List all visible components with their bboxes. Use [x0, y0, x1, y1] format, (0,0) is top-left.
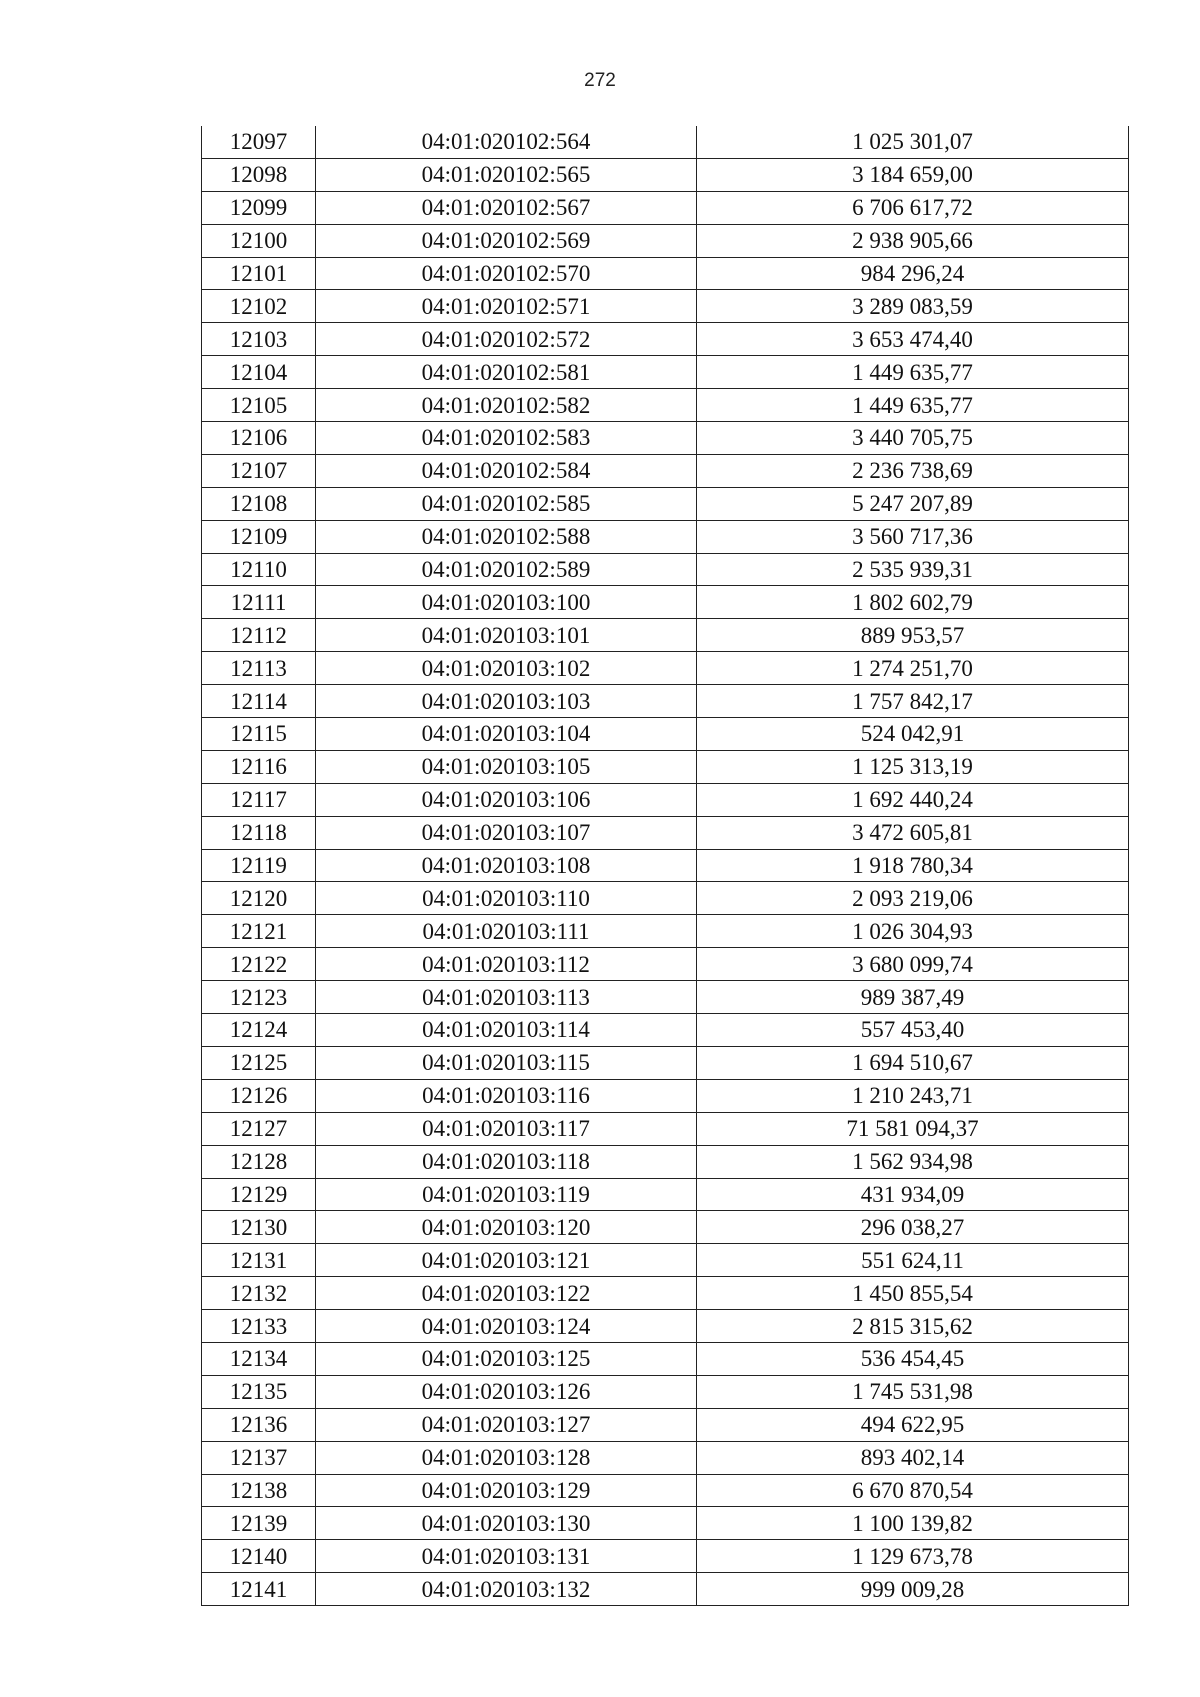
value-cell: 6 670 870,54	[697, 1474, 1129, 1507]
value-cell: 1 694 510,67	[697, 1046, 1129, 1079]
value-cell: 536 454,45	[697, 1342, 1129, 1375]
value-cell: 6 706 617,72	[697, 191, 1129, 224]
cadastral-number-cell: 04:01:020102:572	[316, 323, 697, 356]
row-number-cell: 12127	[202, 1112, 316, 1145]
row-number-cell: 12113	[202, 652, 316, 685]
cadastral-number-cell: 04:01:020102:571	[316, 290, 697, 323]
value-cell: 494 622,95	[697, 1408, 1129, 1441]
table-row	[202, 1277, 1129, 1310]
table-row	[202, 685, 1129, 718]
value-cell: 557 453,40	[697, 1014, 1129, 1047]
row-number-cell: 12136	[202, 1408, 316, 1441]
row-number-cell: 12137	[202, 1441, 316, 1474]
table-row	[202, 454, 1129, 487]
table-row	[202, 1014, 1129, 1047]
table-row	[202, 1573, 1129, 1606]
cadastral-number-cell: 04:01:020103:106	[316, 783, 697, 816]
table-row	[202, 1112, 1129, 1145]
table-row	[202, 1342, 1129, 1375]
value-cell: 2 093 219,06	[697, 882, 1129, 915]
cadastral-number-cell: 04:01:020103:108	[316, 849, 697, 882]
row-number-cell: 12105	[202, 389, 316, 422]
table-row	[202, 257, 1129, 290]
cadastral-number-cell: 04:01:020103:121	[316, 1244, 697, 1277]
cadastral-number-cell: 04:01:020103:120	[316, 1211, 697, 1244]
value-cell: 551 624,11	[697, 1244, 1129, 1277]
row-number-cell: 12101	[202, 257, 316, 290]
table-row	[202, 882, 1129, 915]
value-cell: 2 815 315,62	[697, 1310, 1129, 1343]
cadastral-number-cell: 04:01:020103:116	[316, 1079, 697, 1112]
table-row	[202, 1375, 1129, 1408]
table-row	[202, 126, 1129, 158]
cadastral-number-cell: 04:01:020103:111	[316, 915, 697, 948]
row-number-cell: 12106	[202, 422, 316, 455]
table-row	[202, 356, 1129, 389]
table-row	[202, 158, 1129, 191]
value-cell: 524 042,91	[697, 718, 1129, 751]
table-row	[202, 1507, 1129, 1540]
table-row	[202, 520, 1129, 553]
cadastral-number-cell: 04:01:020103:103	[316, 685, 697, 718]
table-row	[202, 323, 1129, 356]
cadastral-number-cell: 04:01:020103:114	[316, 1014, 697, 1047]
row-number-cell: 12140	[202, 1540, 316, 1573]
cadastral-number-cell: 04:01:020103:117	[316, 1112, 697, 1145]
table-row	[202, 1441, 1129, 1474]
row-number-cell: 12141	[202, 1573, 316, 1606]
cadastral-number-cell: 04:01:020103:125	[316, 1342, 697, 1375]
value-cell: 3 440 705,75	[697, 422, 1129, 455]
cadastral-number-cell: 04:01:020102:565	[316, 158, 697, 191]
table-row	[202, 1145, 1129, 1178]
row-number-cell: 12132	[202, 1277, 316, 1310]
table-row	[202, 1474, 1129, 1507]
cadastral-number-cell: 04:01:020102:570	[316, 257, 697, 290]
value-cell: 3 289 083,59	[697, 290, 1129, 323]
cadastral-number-cell: 04:01:020103:110	[316, 882, 697, 915]
cadastral-number-cell: 04:01:020102:589	[316, 553, 697, 586]
table-body	[202, 126, 1129, 1606]
cadastral-number-cell: 04:01:020103:105	[316, 750, 697, 783]
cadastral-number-cell: 04:01:020103:129	[316, 1474, 697, 1507]
value-cell: 889 953,57	[697, 619, 1129, 652]
table-row	[202, 948, 1129, 981]
table-row	[202, 915, 1129, 948]
table-row	[202, 750, 1129, 783]
row-number-cell: 12121	[202, 915, 316, 948]
table-row	[202, 487, 1129, 520]
row-number-cell: 12120	[202, 882, 316, 915]
value-cell: 984 296,24	[697, 257, 1129, 290]
table-row	[202, 783, 1129, 816]
row-number-cell: 12135	[202, 1375, 316, 1408]
row-number-cell: 12115	[202, 718, 316, 751]
cadastral-number-cell: 04:01:020103:126	[316, 1375, 697, 1408]
value-cell: 296 038,27	[697, 1211, 1129, 1244]
row-number-cell: 12102	[202, 290, 316, 323]
row-number-cell: 12107	[202, 454, 316, 487]
value-cell: 5 247 207,89	[697, 487, 1129, 520]
cadastral-number-cell: 04:01:020103:102	[316, 652, 697, 685]
value-cell: 3 184 659,00	[697, 158, 1129, 191]
row-number-cell: 12129	[202, 1178, 316, 1211]
row-number-cell: 12103	[202, 323, 316, 356]
table-row	[202, 224, 1129, 257]
row-number-cell: 12118	[202, 816, 316, 849]
cadastral-number-cell: 04:01:020102:584	[316, 454, 697, 487]
value-cell: 3 560 717,36	[697, 520, 1129, 553]
cadastral-number-cell: 04:01:020103:124	[316, 1310, 697, 1343]
value-cell: 999 009,28	[697, 1573, 1129, 1606]
table-row	[202, 389, 1129, 422]
value-cell: 1 918 780,34	[697, 849, 1129, 882]
row-number-cell: 12099	[202, 191, 316, 224]
value-cell: 1 757 842,17	[697, 685, 1129, 718]
table-row	[202, 1178, 1129, 1211]
value-cell: 3 653 474,40	[697, 323, 1129, 356]
row-number-cell: 12124	[202, 1014, 316, 1047]
value-cell: 3 680 099,74	[697, 948, 1129, 981]
cadastral-number-cell: 04:01:020103:122	[316, 1277, 697, 1310]
cadastral-number-cell: 04:01:020103:130	[316, 1507, 697, 1540]
value-cell: 1 449 635,77	[697, 356, 1129, 389]
cadastral-number-cell: 04:01:020103:128	[316, 1441, 697, 1474]
document-table-container	[201, 126, 1128, 1606]
value-cell: 1 025 301,07	[697, 126, 1129, 158]
table-row	[202, 290, 1129, 323]
value-cell: 1 449 635,77	[697, 389, 1129, 422]
table-row	[202, 586, 1129, 619]
cadastral-number-cell: 04:01:020103:127	[316, 1408, 697, 1441]
row-number-cell: 12109	[202, 520, 316, 553]
table-row	[202, 849, 1129, 882]
table-row	[202, 1408, 1129, 1441]
value-cell: 2 938 905,66	[697, 224, 1129, 257]
row-number-cell: 12114	[202, 685, 316, 718]
row-number-cell: 12131	[202, 1244, 316, 1277]
row-number-cell: 12119	[202, 849, 316, 882]
row-number-cell: 12128	[202, 1145, 316, 1178]
table-row	[202, 1244, 1129, 1277]
cadastral-number-cell: 04:01:020102:583	[316, 422, 697, 455]
value-cell: 893 402,14	[697, 1441, 1129, 1474]
row-number-cell: 12122	[202, 948, 316, 981]
table-row	[202, 1211, 1129, 1244]
cadastral-number-cell: 04:01:020102:588	[316, 520, 697, 553]
value-cell: 1 802 602,79	[697, 586, 1129, 619]
value-cell: 1 745 531,98	[697, 1375, 1129, 1408]
cadastral-number-cell: 04:01:020102:569	[316, 224, 697, 257]
cadastral-number-cell: 04:01:020103:112	[316, 948, 697, 981]
table-row	[202, 652, 1129, 685]
row-number-cell: 12116	[202, 750, 316, 783]
value-cell: 1 026 304,93	[697, 915, 1129, 948]
value-cell: 1 125 313,19	[697, 750, 1129, 783]
row-number-cell: 12117	[202, 783, 316, 816]
page-number: 272	[584, 70, 616, 91]
table-row	[202, 1540, 1129, 1573]
cadastral-number-cell: 04:01:020103:107	[316, 816, 697, 849]
row-number-cell: 12112	[202, 619, 316, 652]
value-cell: 1 129 673,78	[697, 1540, 1129, 1573]
table-row	[202, 553, 1129, 586]
value-cell: 1 100 139,82	[697, 1507, 1129, 1540]
row-number-cell: 12138	[202, 1474, 316, 1507]
table-row	[202, 816, 1129, 849]
table-row	[202, 619, 1129, 652]
cadastral-number-cell: 04:01:020102:581	[316, 356, 697, 389]
row-number-cell: 12134	[202, 1342, 316, 1375]
value-cell: 989 387,49	[697, 981, 1129, 1014]
row-number-cell: 12139	[202, 1507, 316, 1540]
row-number-cell: 12123	[202, 981, 316, 1014]
cadastral-value-table	[201, 126, 1129, 1606]
row-number-cell: 12126	[202, 1079, 316, 1112]
row-number-cell: 12111	[202, 586, 316, 619]
cadastral-number-cell: 04:01:020102:582	[316, 389, 697, 422]
row-number-cell: 12097	[202, 126, 316, 158]
row-number-cell: 12098	[202, 158, 316, 191]
cadastral-number-cell: 04:01:020102:564	[316, 126, 697, 158]
row-number-cell: 12133	[202, 1310, 316, 1343]
table-row	[202, 981, 1129, 1014]
cadastral-number-cell: 04:01:020103:131	[316, 1540, 697, 1573]
cadastral-number-cell: 04:01:020103:115	[316, 1046, 697, 1079]
value-cell: 1 274 251,70	[697, 652, 1129, 685]
table-row	[202, 1310, 1129, 1343]
table-row	[202, 718, 1129, 751]
cadastral-number-cell: 04:01:020103:118	[316, 1145, 697, 1178]
table-row	[202, 422, 1129, 455]
cadastral-number-cell: 04:01:020103:132	[316, 1573, 697, 1606]
row-number-cell: 12100	[202, 224, 316, 257]
cadastral-number-cell: 04:01:020102:585	[316, 487, 697, 520]
row-number-cell: 12125	[202, 1046, 316, 1079]
value-cell: 71 581 094,37	[697, 1112, 1129, 1145]
value-cell: 3 472 605,81	[697, 816, 1129, 849]
value-cell: 1 692 440,24	[697, 783, 1129, 816]
table-row	[202, 1079, 1129, 1112]
cadastral-number-cell: 04:01:020103:113	[316, 981, 697, 1014]
cadastral-number-cell: 04:01:020103:104	[316, 718, 697, 751]
row-number-cell: 12104	[202, 356, 316, 389]
table-row	[202, 1046, 1129, 1079]
row-number-cell: 12130	[202, 1211, 316, 1244]
cadastral-number-cell: 04:01:020103:100	[316, 586, 697, 619]
row-number-cell: 12108	[202, 487, 316, 520]
cadastral-number-cell: 04:01:020103:101	[316, 619, 697, 652]
cadastral-number-cell: 04:01:020102:567	[316, 191, 697, 224]
value-cell: 1 562 934,98	[697, 1145, 1129, 1178]
value-cell: 431 934,09	[697, 1178, 1129, 1211]
cadastral-number-cell: 04:01:020103:119	[316, 1178, 697, 1211]
row-number-cell: 12110	[202, 553, 316, 586]
value-cell: 2 535 939,31	[697, 553, 1129, 586]
value-cell: 1 450 855,54	[697, 1277, 1129, 1310]
value-cell: 1 210 243,71	[697, 1079, 1129, 1112]
table-row	[202, 191, 1129, 224]
value-cell: 2 236 738,69	[697, 454, 1129, 487]
